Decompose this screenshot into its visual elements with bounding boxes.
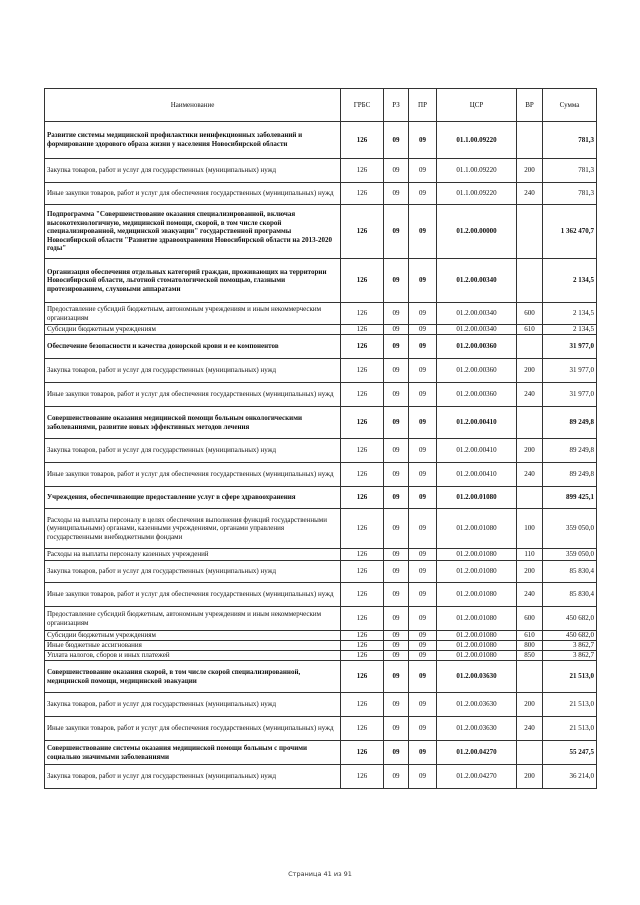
cell-rz: 09 — [384, 383, 409, 407]
cell-csr: 01.2.00.00410 — [437, 407, 517, 439]
cell-name: Субсидии бюджетным учреждениям — [45, 631, 341, 641]
table-row — [45, 463, 597, 487]
cell-grbs: 126 — [341, 122, 384, 159]
cell-csr: 01.2.00.03630 — [437, 661, 517, 693]
cell-sum: 359 050,0 — [543, 549, 597, 561]
page-footer: Страница 41 из 91 — [288, 870, 352, 878]
cell-sum: 89 249,8 — [543, 407, 597, 439]
cell-name: Иные закупки товаров, работ и услуг для обеспечения государственных (муниципальных) нужд — [45, 583, 341, 607]
table-row — [45, 122, 597, 159]
cell-rz: 09 — [384, 259, 409, 303]
cell-rz: 09 — [384, 717, 409, 741]
cell-grbs: 126 — [341, 607, 384, 631]
cell-vr: 200 — [517, 693, 543, 717]
cell-sum: 21 513,0 — [543, 717, 597, 741]
cell-grbs: 126 — [341, 549, 384, 561]
cell-pr: 09 — [409, 183, 437, 205]
cell-rz: 09 — [384, 183, 409, 205]
table-row — [45, 303, 597, 325]
cell-sum: 89 249,8 — [543, 439, 597, 463]
cell-rz: 09 — [384, 159, 409, 183]
cell-name: Предоставление субсидий бюджетным, автономным учреждениям и иным некоммерческим организациям — [45, 303, 341, 325]
cell-name: Совершенствование оказания медицинской помощи больным онкологическими заболеваниями, развитие новых эффективных методов лечения — [45, 407, 341, 439]
table-row — [45, 765, 597, 789]
cell-vr: 240 — [517, 383, 543, 407]
cell-vr — [517, 205, 543, 259]
cell-csr: 01.1.00.09220 — [437, 122, 517, 159]
budget-table — [44, 88, 597, 789]
cell-sum: 21 513,0 — [543, 693, 597, 717]
cell-pr: 09 — [409, 259, 437, 303]
cell-sum: 31 977,0 — [543, 335, 597, 359]
cell-pr: 09 — [409, 439, 437, 463]
cell-csr: 01.2.00.01080 — [437, 651, 517, 661]
cell-vr: 240 — [517, 717, 543, 741]
cell-csr: 01.2.00.01080 — [437, 509, 517, 549]
cell-vr: 200 — [517, 439, 543, 463]
cell-rz: 09 — [384, 607, 409, 631]
cell-grbs: 126 — [341, 439, 384, 463]
cell-csr: 01.2.00.00340 — [437, 303, 517, 325]
cell-sum: 2 134,5 — [543, 303, 597, 325]
table-row — [45, 641, 597, 651]
cell-grbs: 126 — [341, 509, 384, 549]
cell-vr — [517, 487, 543, 509]
table-row — [45, 259, 597, 303]
cell-name: Иные бюджетные ассигнования — [45, 641, 341, 651]
cell-name: Обеспечение безопасности и качества донорской крови и ее компонентов — [45, 335, 341, 359]
cell-pr: 09 — [409, 549, 437, 561]
table-row — [45, 407, 597, 439]
cell-vr: 100 — [517, 509, 543, 549]
table-row — [45, 651, 597, 661]
cell-vr: 200 — [517, 159, 543, 183]
header-grbs: ГРБС — [341, 89, 384, 122]
table-row — [45, 661, 597, 693]
header-name: Наименование — [45, 89, 341, 122]
cell-pr: 09 — [409, 607, 437, 631]
cell-name: Развитие системы медицинской профилактики неинфекционных заболеваний и формирование здорового образа жизни у населения Новосибирской области — [45, 122, 341, 159]
cell-sum: 3 862,7 — [543, 651, 597, 661]
cell-grbs: 126 — [341, 463, 384, 487]
cell-grbs: 126 — [341, 583, 384, 607]
cell-csr: 01.2.00.00410 — [437, 439, 517, 463]
cell-rz: 09 — [384, 407, 409, 439]
cell-grbs: 126 — [341, 259, 384, 303]
cell-name: Учреждения, обеспечивающие предоставление услуг в сфере здравоохранения — [45, 487, 341, 509]
cell-pr: 09 — [409, 325, 437, 335]
cell-vr: 610 — [517, 631, 543, 641]
cell-csr: 01.2.00.00360 — [437, 335, 517, 359]
cell-rz: 09 — [384, 661, 409, 693]
cell-vr: 240 — [517, 583, 543, 607]
table-body — [45, 122, 597, 789]
cell-name: Уплата налогов, сборов и иных платежей — [45, 651, 341, 661]
table-row — [45, 383, 597, 407]
cell-grbs: 126 — [341, 765, 384, 789]
cell-sum: 359 050,0 — [543, 509, 597, 549]
cell-vr: 610 — [517, 325, 543, 335]
cell-pr: 09 — [409, 641, 437, 651]
cell-grbs: 126 — [341, 159, 384, 183]
cell-rz: 09 — [384, 303, 409, 325]
cell-sum: 55 247,5 — [543, 741, 597, 765]
cell-pr: 09 — [409, 765, 437, 789]
table-row — [45, 159, 597, 183]
cell-rz: 09 — [384, 561, 409, 583]
table-row — [45, 717, 597, 741]
cell-grbs: 126 — [341, 407, 384, 439]
cell-name: Организация обеспечения отдельных категорий граждан, проживающих на территории Новосибирской области, льготной стоматологической помощью, глазными протезированием, слуховыми аппаратами — [45, 259, 341, 303]
cell-pr: 09 — [409, 359, 437, 383]
cell-pr: 09 — [409, 693, 437, 717]
cell-name: Закупка товаров, работ и услуг для государственных (муниципальных) нужд — [45, 765, 341, 789]
cell-rz: 09 — [384, 463, 409, 487]
cell-vr: 200 — [517, 359, 543, 383]
cell-grbs: 126 — [341, 359, 384, 383]
cell-csr: 01.1.00.09220 — [437, 159, 517, 183]
table-row — [45, 693, 597, 717]
cell-name: Расходы на выплаты персоналу казенных учреждений — [45, 549, 341, 561]
cell-name: Иные закупки товаров, работ и услуг для обеспечения государственных (муниципальных) нужд — [45, 717, 341, 741]
table-row — [45, 183, 597, 205]
cell-grbs: 126 — [341, 383, 384, 407]
cell-pr: 09 — [409, 631, 437, 641]
cell-grbs: 126 — [341, 303, 384, 325]
cell-sum: 2 134,5 — [543, 325, 597, 335]
cell-pr: 09 — [409, 303, 437, 325]
cell-rz: 09 — [384, 651, 409, 661]
cell-csr: 01.2.00.01080 — [437, 583, 517, 607]
cell-name: Предоставление субсидий бюджетным, автономным учреждениям и иным некоммерческим организациям — [45, 607, 341, 631]
cell-sum: 21 513,0 — [543, 661, 597, 693]
cell-sum: 85 830,4 — [543, 583, 597, 607]
cell-name: Закупка товаров, работ и услуг для государственных (муниципальных) нужд — [45, 561, 341, 583]
cell-csr: 01.2.00.00360 — [437, 383, 517, 407]
cell-pr: 09 — [409, 561, 437, 583]
cell-grbs: 126 — [341, 651, 384, 661]
cell-rz: 09 — [384, 509, 409, 549]
table-row — [45, 631, 597, 641]
header-sum: Сумма — [543, 89, 597, 122]
cell-vr: 600 — [517, 303, 543, 325]
cell-rz: 09 — [384, 487, 409, 509]
cell-name: Закупка товаров, работ и услуг для государственных (муниципальных) нужд — [45, 359, 341, 383]
table-row — [45, 607, 597, 631]
cell-vr: 800 — [517, 641, 543, 651]
cell-pr: 09 — [409, 487, 437, 509]
table-row — [45, 509, 597, 549]
cell-grbs: 126 — [341, 183, 384, 205]
cell-vr: 240 — [517, 183, 543, 205]
cell-sum: 3 862,7 — [543, 641, 597, 651]
cell-pr: 09 — [409, 661, 437, 693]
cell-csr: 01.2.00.00410 — [437, 463, 517, 487]
cell-sum: 450 682,0 — [543, 607, 597, 631]
cell-rz: 09 — [384, 631, 409, 641]
table-row — [45, 487, 597, 509]
cell-name: Субсидии бюджетным учреждениям — [45, 325, 341, 335]
cell-vr — [517, 335, 543, 359]
cell-name: Иные закупки товаров, работ и услуг для обеспечения государственных (муниципальных) нужд — [45, 463, 341, 487]
cell-vr — [517, 741, 543, 765]
cell-pr: 09 — [409, 383, 437, 407]
cell-name: Подпрограмма "Совершенствование оказания специализированной, включая высокотехнологичную, медицинской помощи, скорой, в том числе скорой специализированной, медицинской эвакуации" государственной программы Новосибирской области "Развитие здравоохранения Новосибирской области на 2013-2020 годы" — [45, 205, 341, 259]
table-row — [45, 741, 597, 765]
cell-name: Расходы на выплаты персоналу в целях обеспечения выполнения функций государственными (муниципальными) органами, казенными учреждениями, органами управления государственными внебюджетными фондами — [45, 509, 341, 549]
cell-vr — [517, 122, 543, 159]
cell-csr: 01.2.00.00340 — [437, 259, 517, 303]
cell-pr: 09 — [409, 407, 437, 439]
cell-pr: 09 — [409, 583, 437, 607]
cell-rz: 09 — [384, 439, 409, 463]
cell-name: Закупка товаров, работ и услуг для государственных (муниципальных) нужд — [45, 693, 341, 717]
cell-vr: 600 — [517, 607, 543, 631]
cell-rz: 09 — [384, 583, 409, 607]
cell-csr: 01.2.00.01080 — [437, 607, 517, 631]
cell-grbs: 126 — [341, 325, 384, 335]
cell-sum: 781,3 — [543, 159, 597, 183]
cell-csr: 01.2.00.03630 — [437, 693, 517, 717]
cell-vr — [517, 407, 543, 439]
cell-csr: 01.2.00.04270 — [437, 765, 517, 789]
cell-name: Закупка товаров, работ и услуг для государственных (муниципальных) нужд — [45, 439, 341, 463]
header-pr: ПР — [409, 89, 437, 122]
table-header-row — [45, 89, 597, 122]
cell-sum: 31 977,0 — [543, 383, 597, 407]
cell-csr: 01.2.00.01080 — [437, 561, 517, 583]
cell-name: Иные закупки товаров, работ и услуг для обеспечения государственных (муниципальных) нужд — [45, 383, 341, 407]
cell-rz: 09 — [384, 741, 409, 765]
cell-name: Совершенствование системы оказания медицинской помощи больным с прочими социально значимыми заболеваниями — [45, 741, 341, 765]
header-vr: ВР — [517, 89, 543, 122]
table-row — [45, 205, 597, 259]
table-row — [45, 549, 597, 561]
cell-grbs: 126 — [341, 561, 384, 583]
cell-rz: 09 — [384, 122, 409, 159]
cell-csr: 01.2.00.00360 — [437, 359, 517, 383]
cell-rz: 09 — [384, 205, 409, 259]
cell-csr: 01.2.00.01080 — [437, 487, 517, 509]
cell-rz: 09 — [384, 693, 409, 717]
cell-grbs: 126 — [341, 661, 384, 693]
table-row — [45, 335, 597, 359]
cell-rz: 09 — [384, 641, 409, 651]
cell-sum: 36 214,0 — [543, 765, 597, 789]
cell-sum: 2 134,5 — [543, 259, 597, 303]
cell-pr: 09 — [409, 205, 437, 259]
cell-pr: 09 — [409, 651, 437, 661]
cell-csr: 01.2.00.00340 — [437, 325, 517, 335]
cell-vr — [517, 661, 543, 693]
cell-vr: 240 — [517, 463, 543, 487]
cell-rz: 09 — [384, 325, 409, 335]
cell-rz: 09 — [384, 335, 409, 359]
cell-pr: 09 — [409, 463, 437, 487]
cell-csr: 01.2.00.04270 — [437, 741, 517, 765]
cell-grbs: 126 — [341, 741, 384, 765]
cell-pr: 09 — [409, 509, 437, 549]
cell-csr: 01.2.00.03630 — [437, 717, 517, 741]
cell-vr: 200 — [517, 561, 543, 583]
table-row — [45, 561, 597, 583]
cell-pr: 09 — [409, 122, 437, 159]
cell-pr: 09 — [409, 159, 437, 183]
cell-vr: 850 — [517, 651, 543, 661]
table-row — [45, 439, 597, 463]
cell-grbs: 126 — [341, 641, 384, 651]
cell-grbs: 126 — [341, 487, 384, 509]
cell-sum: 899 425,1 — [543, 487, 597, 509]
cell-name: Совершенствование оказания скорой, в том числе скорой специализированной, медицинской помощи, медицинской эвакуации — [45, 661, 341, 693]
cell-csr: 01.1.00.09220 — [437, 183, 517, 205]
cell-grbs: 126 — [341, 631, 384, 641]
cell-rz: 09 — [384, 359, 409, 383]
cell-sum: 1 362 470,7 — [543, 205, 597, 259]
cell-rz: 09 — [384, 549, 409, 561]
cell-sum: 31 977,0 — [543, 359, 597, 383]
cell-csr: 01.2.00.01080 — [437, 549, 517, 561]
cell-sum: 85 830,4 — [543, 561, 597, 583]
cell-vr — [517, 259, 543, 303]
cell-csr: 01.2.00.01080 — [437, 641, 517, 651]
header-rz: РЗ — [384, 89, 409, 122]
table-row — [45, 583, 597, 607]
cell-name: Иные закупки товаров, работ и услуг для обеспечения государственных (муниципальных) нужд — [45, 183, 341, 205]
cell-vr: 110 — [517, 549, 543, 561]
cell-pr: 09 — [409, 335, 437, 359]
cell-grbs: 126 — [341, 693, 384, 717]
cell-rz: 09 — [384, 765, 409, 789]
table-row — [45, 325, 597, 335]
cell-grbs: 126 — [341, 205, 384, 259]
cell-sum: 450 682,0 — [543, 631, 597, 641]
cell-sum: 781,3 — [543, 122, 597, 159]
cell-pr: 09 — [409, 717, 437, 741]
cell-csr: 01.2.00.00000 — [437, 205, 517, 259]
cell-name: Закупка товаров, работ и услуг для государственных (муниципальных) нужд — [45, 159, 341, 183]
cell-sum: 89 249,8 — [543, 463, 597, 487]
table-row — [45, 359, 597, 383]
cell-sum: 781,3 — [543, 183, 597, 205]
cell-csr: 01.2.00.01080 — [437, 631, 517, 641]
cell-vr: 200 — [517, 765, 543, 789]
cell-grbs: 126 — [341, 335, 384, 359]
cell-pr: 09 — [409, 741, 437, 765]
cell-grbs: 126 — [341, 717, 384, 741]
header-csr: ЦСР — [437, 89, 517, 122]
